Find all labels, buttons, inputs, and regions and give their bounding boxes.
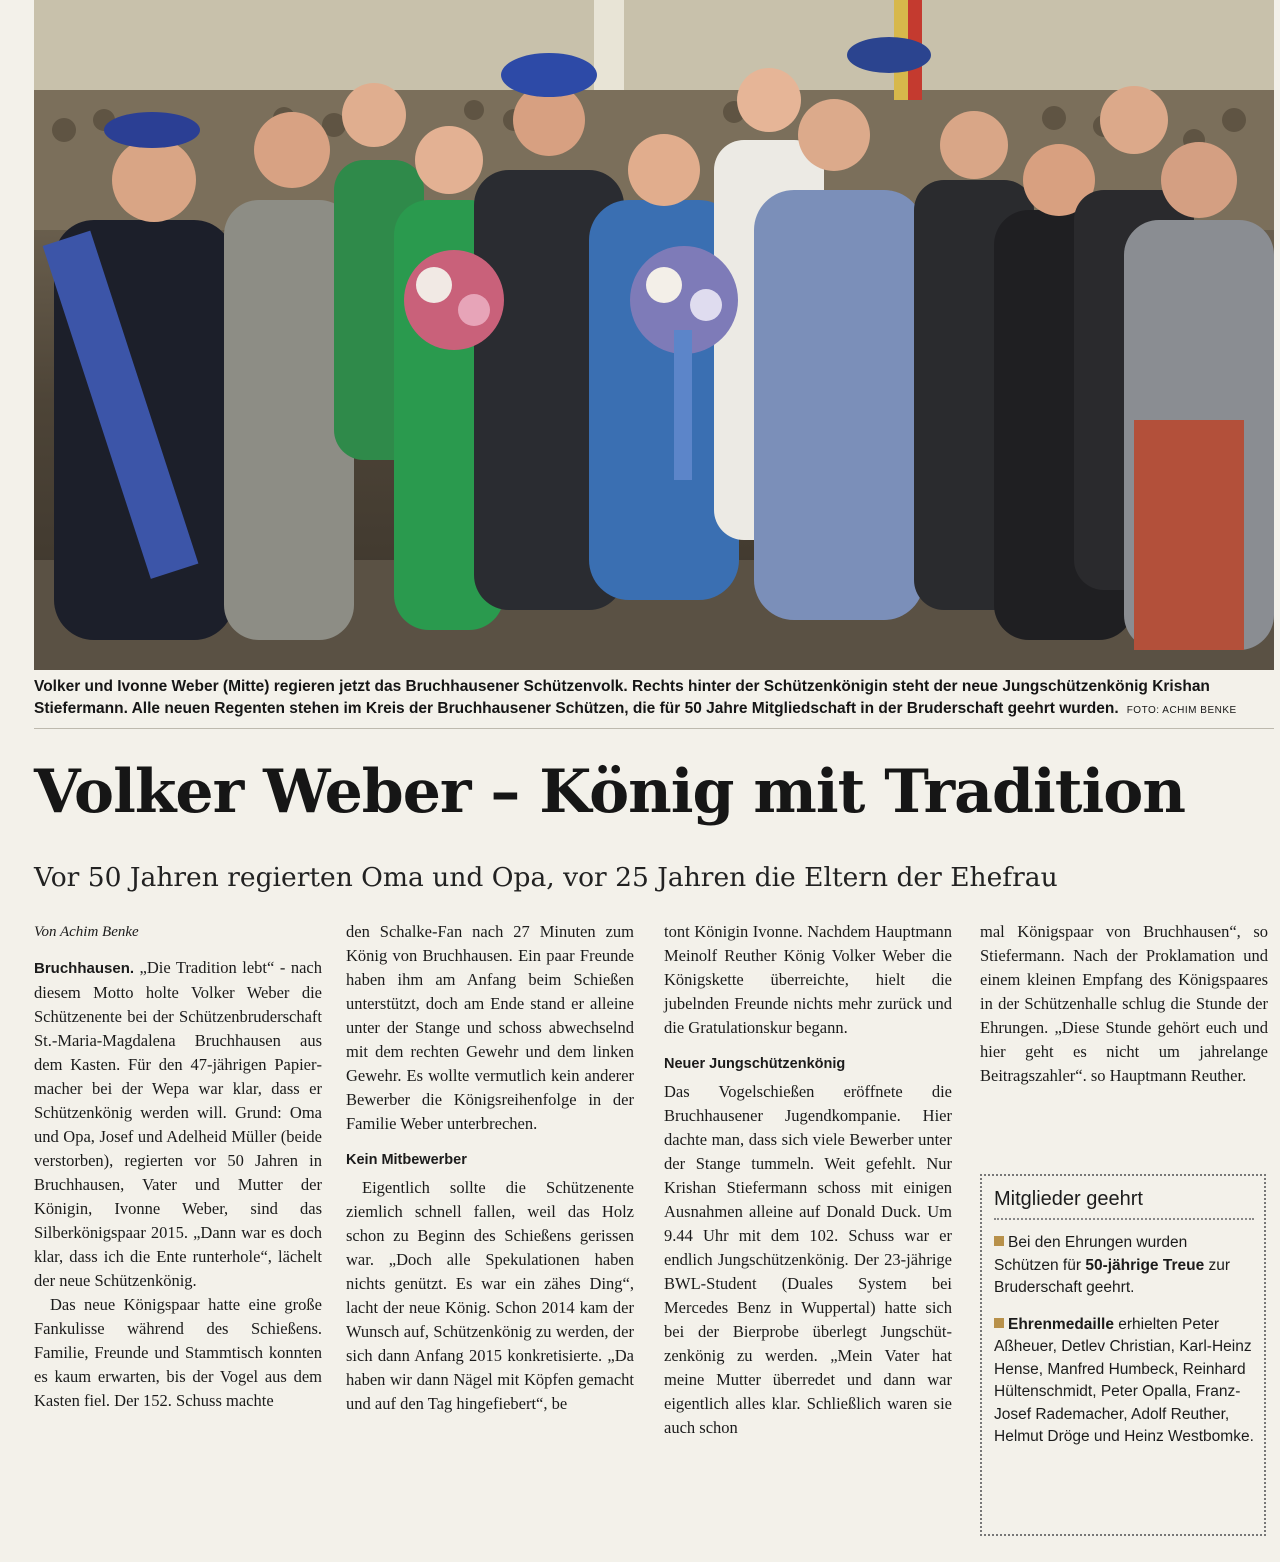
byline: Von Achim Benke: [34, 924, 139, 940]
paragraph: Das Vogelschießen eröffnete die Bruchhausener Jugendkompanie. Hier dachte man, dass sich viele Bewerber unter der Stange tummeln. Weit gefehlt. Nur Krishan Stiefermann schoss mit einigen Ausnahmen alleine auf Donald Duck. Um 9.44 Uhr mit dem 102. Schuss war er endlich Jungschützenkönig. Der 23-jährige BWL-Student (Duales System bei Mercedes Benz in Wuppertal) hatte sich bei der Bierprobe überlegt Jungschützenkönig zu werden. „Mein Vater hat meine Mutter überredet und dann war eigentlich alles klar. Schließlich waren sie auch schon: [664, 1082, 952, 1437]
paragraph: den Schalke-Fan nach 27 Minuten zum König von Bruchhausen. Ein paar Freunde haben ihm am Anfang beim Schießen unterstützt, doch am Ende stand er alleine unter der Stange und schoss abwechselnd mit dem rechten Gewehr und dem linken Gewehr. Es wollte vermutlich kein anderer Bewerber die Königsreihenfolge in der Familie Weber unterbrechen.: [346, 922, 634, 1133]
info-text: Bei den Ehrungen wurden Schützen für: [994, 1234, 1188, 1274]
article-headline: Volker Weber – König mit Tradition: [34, 757, 1185, 827]
paragraph: tont Königin Ivonne. Nachdem Hauptmann Meinolf Reuther König Volker Weber die Königskette überreichte, hielt die jubelnden Freunde nichts mehr zurück und die Gratulationskur begann.: [664, 922, 952, 1037]
dateline: Bruchhausen.: [34, 960, 135, 977]
info-box: [980, 1174, 1266, 1536]
info-emphasis: 50-jährige Treue: [1085, 1256, 1205, 1274]
info-box-paragraph: [994, 1232, 1254, 1300]
paragraph-text: „Die Tradition lebt“ - nach diesem Motto holte Volker Weber die Schützenente bei der Schützenbruderschaft St.-Maria-Magdalena Bruchhausen aus dem Kasten. Für den 47-jährigen Papiermacher bei der Wepa war klar, dass er Schützenkönig werden will. Grund: Oma und Opa, Josef und Adelheid Müller (beide verstorben), regierten vor 50 Jahren in Bruchhausen, Vater und Mutter der Königin, Ivonne Weber, sind das Silberkönigspaar 2015. „Dann war es doch klar, dass ich die Ente runterhole“, lächelt der neue Schützenkönig.: [34, 958, 322, 1290]
section-heading: Neuer Jungschützenkönig: [664, 1056, 846, 1072]
info-box-title: Mitglieder geehrt: [994, 1186, 1254, 1220]
bullet-square-icon: [994, 1318, 1004, 1328]
group-photo: [34, 0, 1274, 670]
bullet-square-icon: [994, 1236, 1004, 1246]
section-heading: Kein Mitbewerber: [346, 1152, 467, 1168]
banner: [594, 0, 624, 90]
info-text: zur Bruderschaft geehrt.: [994, 1256, 1231, 1296]
article-column-1: [34, 920, 322, 1413]
photo-caption: [34, 676, 1274, 722]
info-emphasis: Ehrenmedaille: [1008, 1315, 1114, 1333]
info-text: erhielten Peter Aßheuer, Detlev Christian, Karl-Heinz Hense, Manfred Humbeck, Reinhard Hültenschmidt, Peter Opalla, Franz-Josef Rademacher, Adolf Reuther, Helmut Dröge und Heinz Westbomke.: [994, 1315, 1254, 1445]
article-column-4: [980, 920, 1268, 1088]
group-photo-illustration: [34, 0, 1274, 670]
paragraph: Eigentlich sollte die Schützenente ziemlich schnell fallen, weil das Holz schon zu Beginn des Schießens gerissen war. „Doch alle Spekulationen haben nichts genützt. Es war ein zähes Ding“, lacht der neue König. Schon 2014 kam der Wunsch auf, Schützenkönig zu werden, der sich dann Anfang 2015 konkretisierte. „Da haben wir dann Nägel mit Köpfen gemacht und auf den Tag hingefiebert“, be: [346, 1178, 634, 1413]
article-column-2: [346, 920, 634, 1416]
photo-credit: FOTO: ACHIM BENKE: [1126, 705, 1237, 716]
info-box-paragraph: [994, 1314, 1254, 1449]
caption-divider: [34, 728, 1274, 729]
article-column-3: [664, 920, 952, 1440]
paragraph: Das neue Königspaar hatte eine große Fankulisse während des Schießens. Familie, Freunde und Stammtisch konnten es kaum erwarten, bis der Vogel aus dem Kasten fiel. Der 152. Schuss machte: [34, 1295, 322, 1410]
article-subheadline: Vor 50 Jahren regierten Oma und Opa, vor 25 Jahren die Eltern der Ehefrau: [34, 862, 1058, 893]
paragraph: [34, 956, 322, 1293]
caption-text: Volker und Ivonne Weber (Mitte) regieren jetzt das Bruchhausener Schützenvolk. Rechts hinter der Schützenkönigin steht der neue Jungschützenkönig Krishan Stiefermann. Alle neuen Regenten stehen im Kreis der Bruchhausener Schützen, die für 50 Jahre Mitgliedschaft in der Bruderschaft geehrt wurden.: [34, 678, 1210, 717]
paragraph: mal Königspaar von Bruchhausen“, so Stiefermann. Nach der Proklamation und einem kleinen Empfang des Königspaares in der Schützenhalle schlug die Stunde der Ehrungen. „Diese Stunde gehört euch und hier geht es nicht um jahrelange Beitragszahler“. so Hauptmann Reuther.: [980, 922, 1268, 1085]
